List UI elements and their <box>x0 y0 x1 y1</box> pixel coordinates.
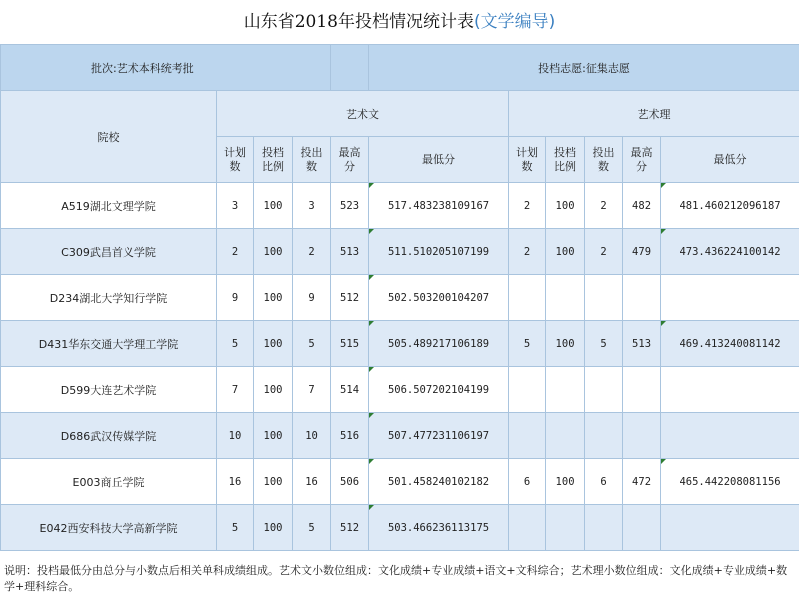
li-min-score <box>661 275 799 321</box>
wen-ratio: 100 <box>254 229 293 275</box>
li-min-score: 473.436224100142 <box>661 229 799 275</box>
li-plan-count: 6 <box>509 459 546 505</box>
li-min-score: 469.413240081142 <box>661 321 799 367</box>
footnote: 说明：投档最低分由总分与小数点后相关单科成绩组成。艺术文小数位组成：文化成绩+专业成绩+语文+文科综合；艺术理小数位组成：文化成绩+专业成绩+数学+理科综合。 <box>4 564 788 593</box>
wen-sent-count: 9 <box>293 275 331 321</box>
school-name: D234湖北大学知行学院 <box>1 275 217 321</box>
col-header-wen-sent-count: 投出 数 <box>293 137 331 183</box>
col-header-li-max-score: 最高 分 <box>623 137 661 183</box>
li-min-score <box>661 367 799 413</box>
wen-min-score: 511.510205107199 <box>369 229 509 275</box>
li-max-score <box>623 505 661 551</box>
col-header-li-sent-count: 投出 数 <box>585 137 623 183</box>
wen-max-score: 513 <box>331 229 369 275</box>
wen-plan-count: 5 <box>217 505 254 551</box>
title-main: 山东省2018年投档情况统计表 <box>243 12 474 32</box>
col-header-wen-min-score: 最低分 <box>369 137 509 183</box>
wen-ratio: 100 <box>254 321 293 367</box>
wen-max-score: 512 <box>331 505 369 551</box>
col-header-wen-ratio: 投档 比例 <box>254 137 293 183</box>
li-ratio: 100 <box>546 229 585 275</box>
group-header-wen: 艺术文 <box>217 91 509 137</box>
wen-max-score: 514 <box>331 367 369 413</box>
li-sent-count: 5 <box>585 321 623 367</box>
wen-max-score: 506 <box>331 459 369 505</box>
wen-max-score: 523 <box>331 183 369 229</box>
batch-spacer <box>331 45 369 91</box>
table-row <box>1 321 799 367</box>
li-max-score: 482 <box>623 183 661 229</box>
col-header-li-ratio: 投档 比例 <box>546 137 585 183</box>
col-header-wen-plan-count: 计划 数 <box>217 137 254 183</box>
wen-max-score: 512 <box>331 275 369 321</box>
admission-table <box>0 44 799 551</box>
li-plan-count <box>509 413 546 459</box>
wen-min-score: 503.466236113175 <box>369 505 509 551</box>
col-header-wen-max-score: 最高 分 <box>331 137 369 183</box>
li-min-score: 481.460212096187 <box>661 183 799 229</box>
table-row <box>1 229 799 275</box>
school-name: D686武汉传媒学院 <box>1 413 217 459</box>
li-plan-count: 2 <box>509 183 546 229</box>
li-ratio: 100 <box>546 321 585 367</box>
li-ratio <box>546 413 585 459</box>
li-plan-count <box>509 505 546 551</box>
table-row <box>1 505 799 551</box>
wen-plan-count: 7 <box>217 367 254 413</box>
wen-sent-count: 5 <box>293 505 331 551</box>
li-sent-count <box>585 413 623 459</box>
wen-sent-count: 3 <box>293 183 331 229</box>
group-header-li: 艺术理 <box>509 91 799 137</box>
school-name: E042西安科技大学高新学院 <box>1 505 217 551</box>
wen-min-score: 505.489217106189 <box>369 321 509 367</box>
wen-ratio: 100 <box>254 413 293 459</box>
wen-max-score: 516 <box>331 413 369 459</box>
table-row <box>1 413 799 459</box>
li-ratio <box>546 367 585 413</box>
li-plan-count <box>509 367 546 413</box>
wen-sent-count: 7 <box>293 367 331 413</box>
wen-plan-count: 2 <box>217 229 254 275</box>
wen-max-score: 515 <box>331 321 369 367</box>
li-sent-count <box>585 505 623 551</box>
li-max-score: 472 <box>623 459 661 505</box>
li-max-score <box>623 367 661 413</box>
school-name: D431华东交通大学理工学院 <box>1 321 217 367</box>
wen-ratio: 100 <box>254 459 293 505</box>
table-row <box>1 275 799 321</box>
li-plan-count: 2 <box>509 229 546 275</box>
wen-min-score: 501.458240102182 <box>369 459 509 505</box>
wen-sent-count: 2 <box>293 229 331 275</box>
wen-ratio: 100 <box>254 505 293 551</box>
li-sent-count: 2 <box>585 229 623 275</box>
li-sent-count: 2 <box>585 183 623 229</box>
title-sub: (文学编导) <box>474 12 556 32</box>
li-max-score <box>623 413 661 459</box>
school-name: C309武昌首义学院 <box>1 229 217 275</box>
table-row <box>1 459 799 505</box>
school-name: A519湖北文理学院 <box>1 183 217 229</box>
li-plan-count <box>509 275 546 321</box>
li-ratio: 100 <box>546 459 585 505</box>
li-sent-count <box>585 275 623 321</box>
wen-ratio: 100 <box>254 275 293 321</box>
wen-min-score: 502.503200104207 <box>369 275 509 321</box>
wen-plan-count: 3 <box>217 183 254 229</box>
wen-plan-count: 5 <box>217 321 254 367</box>
li-plan-count: 5 <box>509 321 546 367</box>
li-max-score <box>623 275 661 321</box>
wen-plan-count: 16 <box>217 459 254 505</box>
li-min-score <box>661 413 799 459</box>
li-ratio: 100 <box>546 183 585 229</box>
school-name: D599大连艺术学院 <box>1 367 217 413</box>
col-header-li-min-score: 最低分 <box>661 137 799 183</box>
school-name: E003商丘学院 <box>1 459 217 505</box>
wen-sent-count: 16 <box>293 459 331 505</box>
school-column-header: 院校 <box>1 91 217 183</box>
wen-sent-count: 10 <box>293 413 331 459</box>
li-min-score <box>661 505 799 551</box>
li-ratio <box>546 275 585 321</box>
li-sent-count <box>585 367 623 413</box>
li-ratio <box>546 505 585 551</box>
page-title <box>0 0 799 44</box>
li-min-score: 465.442208081156 <box>661 459 799 505</box>
wen-ratio: 100 <box>254 183 293 229</box>
wen-min-score: 506.507202104199 <box>369 367 509 413</box>
table-row <box>1 183 799 229</box>
wen-min-score: 517.483238109167 <box>369 183 509 229</box>
table-row <box>1 367 799 413</box>
li-max-score: 513 <box>623 321 661 367</box>
wen-plan-count: 9 <box>217 275 254 321</box>
li-sent-count: 6 <box>585 459 623 505</box>
batch-label: 批次:艺术本科统考批 <box>1 45 331 91</box>
wen-min-score: 507.477231106197 <box>369 413 509 459</box>
li-max-score: 479 <box>623 229 661 275</box>
wen-sent-count: 5 <box>293 321 331 367</box>
wen-plan-count: 10 <box>217 413 254 459</box>
wen-ratio: 100 <box>254 367 293 413</box>
col-header-li-plan-count: 计划 数 <box>509 137 546 183</box>
voluntary-label: 投档志愿:征集志愿 <box>369 45 799 91</box>
